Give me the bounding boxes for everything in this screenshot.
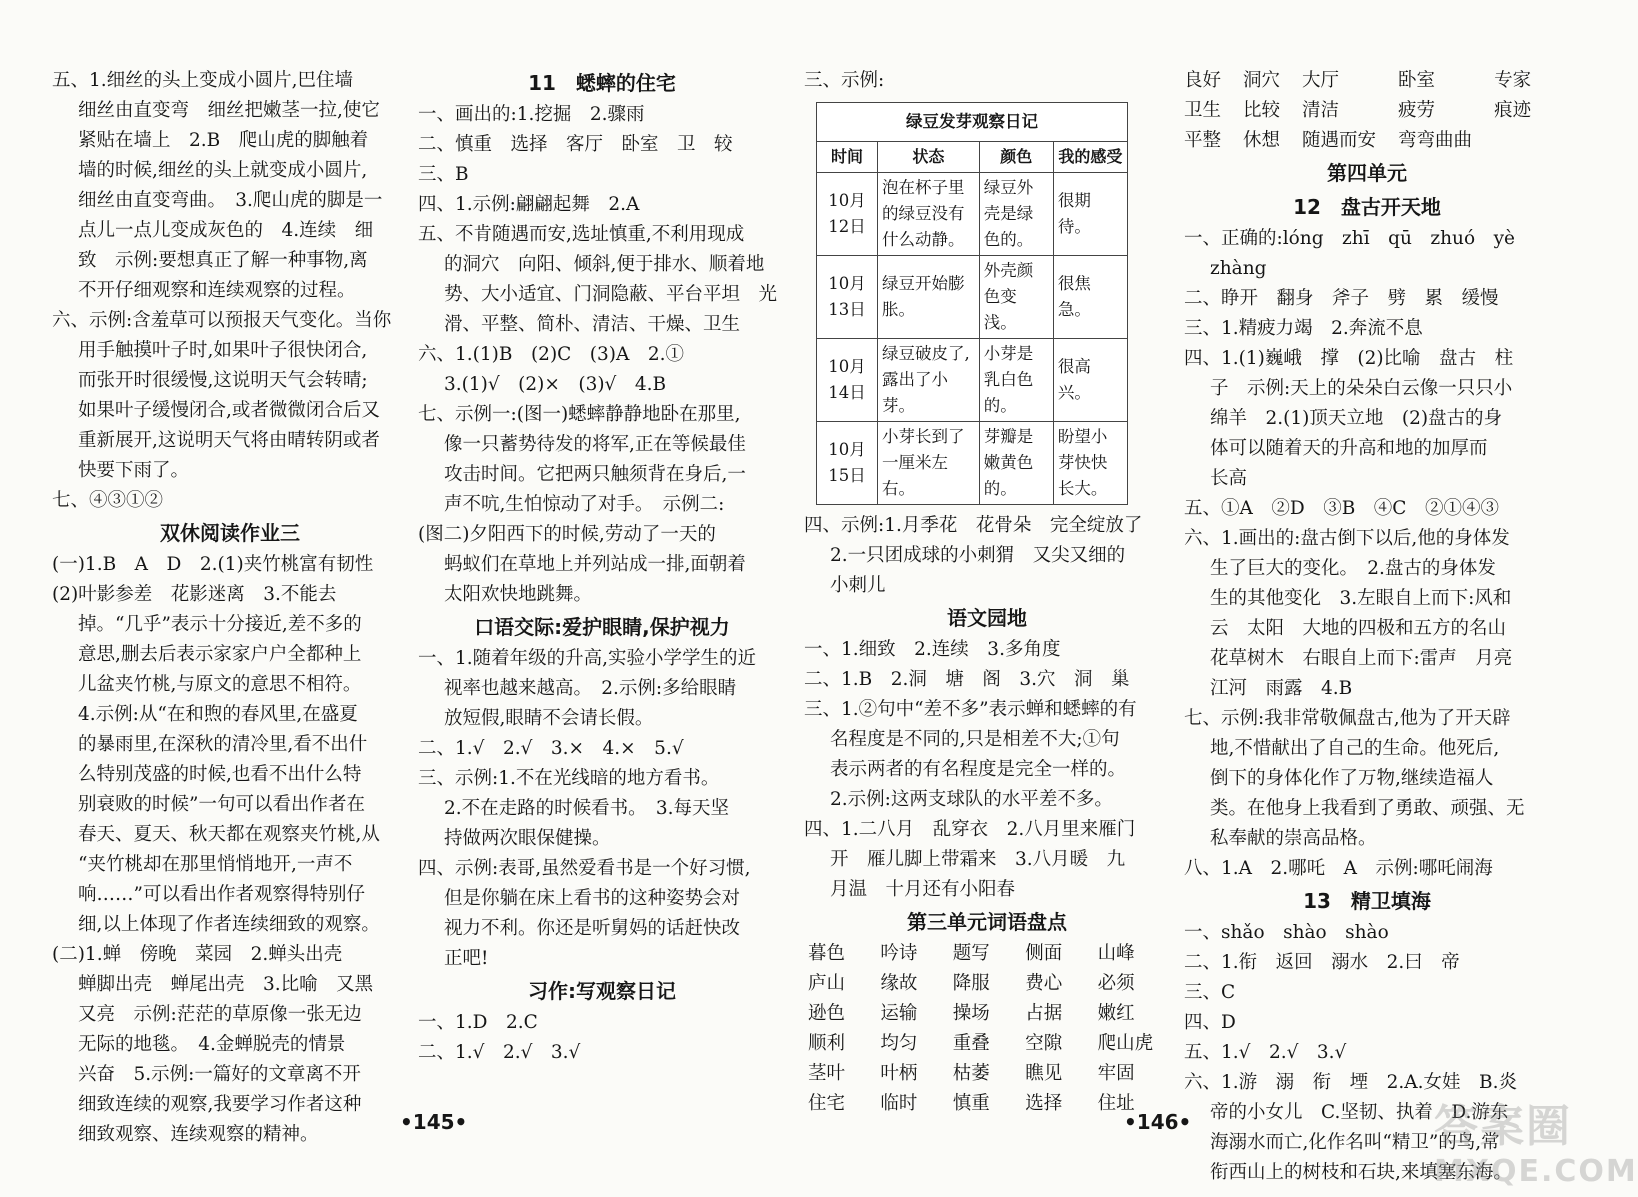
answer-line: 细,以上体现了作者连续细致的观察。 bbox=[78, 914, 380, 935]
answer-line: 一、1.细致 2.连续 3.多角度 bbox=[804, 639, 1061, 660]
answer-line: 四、示例:表哥,虽然爱看书是一个好习惯, bbox=[418, 858, 751, 879]
vocab-word: 专家 bbox=[1494, 70, 1532, 91]
vocab-word: 均匀 bbox=[880, 1033, 918, 1054]
vocab-word: 逊色 bbox=[808, 1003, 846, 1024]
section-heading: 双休阅读作业三 bbox=[160, 521, 300, 545]
watermark-line2: MXQE.COM bbox=[1434, 1154, 1638, 1189]
vocab-word: 选择 bbox=[1025, 1093, 1063, 1114]
answer-line: 4.示例:从“在和煦的春风里,在盛夏 bbox=[78, 704, 358, 725]
vocab-word: 侧面 bbox=[1025, 943, 1063, 964]
vocab-word: 顺利 bbox=[808, 1033, 846, 1054]
answer-line: 细丝由直变弯 细丝把嫩茎一拉,使它 bbox=[78, 100, 380, 121]
answer-line: 绵羊 2.(1)顶天立地 (2)盘古的身 bbox=[1210, 408, 1503, 429]
vocab-grid-unit3 bbox=[804, 939, 1170, 1119]
vocab-word: 缘故 bbox=[880, 973, 918, 994]
vocab-word: 山峰 bbox=[1097, 943, 1135, 964]
answer-line: 二、睁开 翻身 斧子 劈 累 缓慢 bbox=[1184, 288, 1499, 309]
answer-line: 二、慎重 选择 客厅 卧室 卫 较 bbox=[418, 134, 733, 155]
answer-line: 五、①A ②D ③B ④C ②①④③ bbox=[1184, 498, 1499, 519]
answer-line: 点儿一点儿变成灰色的 4.连续 细 bbox=[78, 220, 374, 241]
answer-line: 重新展开,这说明天气将由晴转阴或者 bbox=[78, 430, 380, 451]
answer-line: 名程度是不同的,只是相差不大;①句 bbox=[830, 729, 1120, 750]
answer-line: 一、1.D 2.C bbox=[418, 1012, 538, 1033]
answer-line: 五、1.√ 2.√ 3.√ bbox=[1184, 1042, 1347, 1063]
table-cell: 很高兴。 bbox=[1053, 339, 1127, 422]
answer-line: 三、1.精疲力竭 2.奔流不息 bbox=[1184, 318, 1423, 339]
observation-diary-table bbox=[816, 102, 1128, 505]
answer-line: 六、1.画出的:盘古倒下以后,他的身体发 bbox=[1184, 528, 1510, 549]
vocab-word: 茎叶 bbox=[808, 1063, 846, 1084]
answer-line: 私奉献的崇高品格。 bbox=[1210, 828, 1377, 849]
vocab-word: 慎重 bbox=[952, 1093, 990, 1114]
answer-line: 视率也越来越高。 2.示例:多给眼睛 bbox=[444, 678, 737, 699]
vocab-word: 吟诗 bbox=[880, 943, 918, 964]
answer-line: 持做两次眼保健操。 bbox=[444, 828, 611, 849]
answer-line: 2.不在走路的时候看书。 3.每天坚 bbox=[444, 798, 730, 819]
answer-line: “夹竹桃却在那里悄悄地开,一声不 bbox=[78, 854, 353, 875]
section-heading: 口语交际:爱护眼睛,保护视力 bbox=[474, 615, 730, 639]
vocab-word: 操场 bbox=[952, 1003, 990, 1024]
answer-line: 云 太阳 大地的四极和五方的名山 bbox=[1210, 618, 1507, 639]
answer-line: 五、1.细丝的头上变成小圆片,巴住墙 bbox=[52, 70, 354, 91]
answer-line: 三、C bbox=[1184, 982, 1236, 1003]
answer-line: 2.一只团成球的小刺猬 又尖又细的 bbox=[830, 545, 1126, 566]
answer-line: 四、1.示例:翩翩起舞 2.A bbox=[418, 194, 640, 215]
answer-line: zhàng bbox=[1210, 258, 1267, 279]
vocab-word: 运输 bbox=[880, 1003, 918, 1024]
vocab-word: 随遇而安 bbox=[1302, 130, 1377, 151]
answer-line: 二、1.B 2.洞 塘 阁 3.穴 洞 巢 bbox=[804, 669, 1130, 690]
answer-line: 2.示例:这两支球队的水平差不多。 bbox=[830, 789, 1113, 810]
answer-line: 意思,删去后表示家家户户全都种上 bbox=[78, 644, 362, 665]
vocab-word: 牢固 bbox=[1097, 1063, 1135, 1084]
answer-column-1 bbox=[52, 66, 408, 1150]
table-caption: 绿豆发芽观察日记 bbox=[817, 103, 1128, 142]
vocab-word: 卧室 bbox=[1398, 70, 1436, 91]
table-cell: 绿豆破皮了,露出了小芽。 bbox=[878, 339, 980, 422]
vocab-word: 休想 bbox=[1243, 130, 1281, 151]
answer-line: 花草树木 右眼自上而下:雷声 月亮 bbox=[1210, 648, 1513, 669]
page-number-right: •146• bbox=[1124, 1110, 1192, 1134]
answer-line: 四、1.(1)巍峨 撑 (2)比喻 盘古 柱 bbox=[1184, 348, 1514, 369]
vocab-word: 庐山 bbox=[808, 973, 846, 994]
answer-line: 五、不肯随遇而安,选址慎重,不利用现成 bbox=[418, 224, 745, 245]
table-header-cell: 颜色 bbox=[979, 142, 1053, 173]
answer-line: 七、示例:我非常敬佩盘古,他为了开天辟 bbox=[1184, 708, 1511, 729]
vocab-word: 临时 bbox=[880, 1093, 918, 1114]
answer-line: 类。在他身上我看到了勇敢、顽强、无 bbox=[1210, 798, 1525, 819]
section-heading: 11 蟋蟀的住宅 bbox=[528, 71, 676, 95]
answer-column-4 bbox=[1184, 66, 1550, 1188]
answer-line: 势、大小适宜、门洞隐蔽、平台平坦 光 bbox=[444, 284, 778, 305]
answer-line: (2)叶影参差 花影迷离 3.不能去 bbox=[52, 584, 337, 605]
answer-line: 四、D bbox=[1184, 1012, 1236, 1033]
table-cell: 小芽长到了一厘米左右。 bbox=[878, 422, 980, 505]
answer-line: 太阳欢快地跳舞。 bbox=[444, 584, 593, 605]
answer-line: 倒下的身体化作了万物,继续造福人 bbox=[1210, 768, 1494, 789]
answer-line: 长高 bbox=[1210, 468, 1248, 489]
answer-line: 的暴雨里,在深秋的清冷里,看不出什 bbox=[78, 734, 368, 755]
table-cell: 10月14日 bbox=[817, 339, 878, 422]
answer-line: 六、示例:含羞草可以预报天气变化。当你 bbox=[52, 310, 392, 331]
answer-line: 春天、夏天、秋天都在观察夹竹桃,从 bbox=[78, 824, 380, 845]
answer-line: (二)1.蝉 傍晚 菜园 2.蝉头出壳 bbox=[52, 944, 343, 965]
answer-line: 八、1.A 2.哪吒 A 示例:哪吒闹海 bbox=[1184, 858, 1493, 879]
vocab-word: 弯弯曲曲 bbox=[1398, 130, 1473, 151]
answer-line: 帝的小女儿 C.坚韧、执着 D.游东 bbox=[1210, 1102, 1509, 1123]
answer-line: 滑、平整、简朴、清洁、干燥、卫生 bbox=[444, 314, 741, 335]
answer-line: 生了巨大的变化。 2.盘古的身体发 bbox=[1210, 558, 1496, 579]
vocab-word: 良好 bbox=[1184, 70, 1222, 91]
answer-line: 细丝由直变弯曲。 3.爬山虎的脚是一 bbox=[78, 190, 383, 211]
table-cell: 绿豆外壳是绿色的。 bbox=[979, 173, 1053, 256]
table-row bbox=[817, 256, 1128, 339]
table-header-cell: 我的感受 bbox=[1053, 142, 1127, 173]
answer-line: 一、shǎo shào shào bbox=[1184, 922, 1389, 943]
answer-line: 蝉脚出壳 蝉尾出壳 3.比喻 又黑 bbox=[78, 974, 374, 995]
answer-line: 二、1.√ 2.√ 3.√ bbox=[418, 1042, 581, 1063]
vocab-word: 必须 bbox=[1097, 973, 1135, 994]
answer-line: 衔西山上的树枝和石块,来填塞东海。 bbox=[1210, 1162, 1512, 1183]
vocab-word: 卫生 bbox=[1184, 100, 1222, 121]
table-cell: 很焦急。 bbox=[1053, 256, 1127, 339]
answer-line: 地,不惜献出了自己的生命。他死后, bbox=[1210, 738, 1500, 759]
table-header-cell: 状态 bbox=[878, 142, 980, 173]
answer-line: 一、画出的:1.挖掘 2.骤雨 bbox=[418, 104, 645, 125]
answer-line: 三、1.②句中“差不多”表示蝉和蟋蟀的有 bbox=[804, 699, 1137, 720]
vocab-word: 枯萎 bbox=[952, 1063, 990, 1084]
table-cell: 芽瓣是嫩黄色的。 bbox=[979, 422, 1053, 505]
answer-line: 儿盆夹竹桃,与原文的意思不相符。 bbox=[78, 674, 362, 695]
answer-line: 兴奋 5.示例:一篇好的文章离不开 bbox=[78, 1064, 361, 1085]
table-row bbox=[817, 173, 1128, 256]
answer-line: 攻击时间。它把两只触须背在身后,一 bbox=[444, 464, 746, 485]
answer-line: 用手触摸叶子时,如果叶子很快闭合, bbox=[78, 340, 368, 361]
vocab-word: 疲劳 bbox=[1398, 100, 1436, 121]
answer-line: 二、1.√ 2.√ 3.× 4.× 5.√ bbox=[418, 738, 684, 759]
vocab-word: 住宅 bbox=[808, 1093, 846, 1114]
answer-line: 的洞穴 向阳、倾斜,便于排水、顺着地 bbox=[444, 254, 765, 275]
answer-line: 别衰败的时候”一句可以看出作者在 bbox=[78, 794, 365, 815]
answer-line: 开 雁儿脚上带霜来 3.八月暖 九 bbox=[830, 849, 1126, 870]
table-cell: 10月12日 bbox=[817, 173, 878, 256]
vocab-word: 清洁 bbox=[1302, 100, 1340, 121]
vocab-word: 空隙 bbox=[1025, 1033, 1063, 1054]
vocab-word: 住址 bbox=[1097, 1093, 1135, 1114]
vocab-word: 占据 bbox=[1025, 1003, 1063, 1024]
answer-line: 二、1.衔 返回 溺水 2.曰 帝 bbox=[1184, 952, 1460, 973]
table-header-cell: 时间 bbox=[817, 142, 878, 173]
table-cell: 绿豆开始膨胀。 bbox=[878, 256, 980, 339]
vocab-word: 瞧见 bbox=[1025, 1063, 1063, 1084]
answer-line: 正吧! bbox=[444, 948, 489, 969]
answer-line: 月温 十月还有小阳春 bbox=[830, 879, 1016, 900]
answer-line: (图二)夕阳西下的时候,劳动了一天的 bbox=[418, 524, 716, 545]
answer-line: 3.(1)√ (2)× (3)√ 4.B bbox=[444, 374, 667, 395]
vocab-word: 叶柄 bbox=[880, 1063, 918, 1084]
vocab-word: 爬山虎 bbox=[1097, 1033, 1154, 1054]
vocab-word: 平整 bbox=[1184, 130, 1222, 151]
vocab-word: 费心 bbox=[1025, 973, 1063, 994]
watermark-line1: 答案圈 bbox=[1434, 1101, 1572, 1152]
answer-line: 么特别茂盛的时候,也看不出什么特 bbox=[78, 764, 362, 785]
answer-line: 快要下雨了。 bbox=[78, 460, 190, 481]
vocab-word: 痕迹 bbox=[1494, 100, 1532, 121]
answer-line: 生的其他变化 3.左眼自上而下:风和 bbox=[1210, 588, 1512, 609]
answer-line: 细致连续的观察,我要学习作者这种 bbox=[78, 1094, 362, 1115]
section-heading: 第四单元 bbox=[1327, 161, 1407, 185]
answer-line: 七、示例一:(图一)蟋蟀静静地卧在那里, bbox=[418, 404, 741, 425]
table-cell: 很期待。 bbox=[1053, 173, 1127, 256]
answer-line: 小刺儿 bbox=[830, 575, 886, 596]
watermark-logo bbox=[1434, 1090, 1638, 1189]
answer-column-3 bbox=[804, 66, 1170, 1119]
answer-line: 掉。“几乎”表示十分接近,差不多的 bbox=[78, 614, 362, 635]
table-row bbox=[817, 339, 1128, 422]
answer-line: 四、1.二八月 乱穿衣 2.八月里来雁门 bbox=[804, 819, 1136, 840]
vocab-word: 嫩红 bbox=[1097, 1003, 1135, 1024]
answer-column-2 bbox=[418, 66, 786, 1068]
table-cell: 盼望小芽快快长大。 bbox=[1053, 422, 1127, 505]
answer-line: 三、示例:1.不在光线暗的地方看书。 bbox=[418, 768, 720, 789]
answer-line: 三、B bbox=[418, 164, 469, 185]
section-heading: 第三单元词语盘点 bbox=[907, 910, 1067, 934]
vocab-word: 降服 bbox=[952, 973, 990, 994]
table-cell: 泡在杯子里的绿豆没有什么动静。 bbox=[878, 173, 980, 256]
vocab-word: 大厅 bbox=[1302, 70, 1340, 91]
answer-line: 子 示例:天上的朵朵白云像一只只小 bbox=[1210, 378, 1513, 399]
section-heading: 习作:写观察日记 bbox=[528, 979, 676, 1003]
answer-line: 表示两者的有名程度是完全一样的。 bbox=[830, 759, 1127, 780]
answer-line: 不开仔细观察和连续观察的过程。 bbox=[78, 280, 356, 301]
answer-line: 一、1.随着年级的升高,实验小学学生的近 bbox=[418, 648, 757, 669]
section-heading: 13 精卫填海 bbox=[1303, 889, 1431, 913]
answer-line: 江河 雨露 4.B bbox=[1210, 678, 1353, 699]
answer-line: 细致观察、连续观察的精神。 bbox=[78, 1124, 319, 1145]
answer-line: 又亮 示例:茫茫的草原像一张无边 bbox=[78, 1004, 362, 1025]
answer-line: 放短假,眼睛不会请长假。 bbox=[444, 708, 654, 729]
answer-line: (一)1.B A D 2.(1)夹竹桃富有韧性 bbox=[52, 554, 374, 575]
table-cell: 外壳颜色变浅。 bbox=[979, 256, 1053, 339]
answer-line: 四、示例:1.月季花 花骨朵 完全绽放了 bbox=[804, 515, 1143, 536]
answer-line: 蚂蚁们在草地上并列站成一排,面朝着 bbox=[444, 554, 746, 575]
page-number-left: •145• bbox=[400, 1110, 468, 1134]
answer-line: 紧贴在墙上 2.B 爬山虎的脚触着 bbox=[78, 130, 369, 151]
vocab-word: 暮色 bbox=[808, 943, 846, 964]
table-row bbox=[817, 422, 1128, 505]
answer-line: 声不吭,生怕惊动了对手。 示例二: bbox=[444, 494, 725, 515]
answer-line: 一、正确的:lóng zhī qū zhuó yè bbox=[1184, 228, 1515, 249]
answer-line: 墙的时候,细丝的头上就变成小圆片, bbox=[78, 160, 368, 181]
answer-line: 视力不利。你还是听舅妈的话赶快改 bbox=[444, 918, 741, 939]
answer-line: 海溺水而亡,化作名叫“精卫”的鸟,常 bbox=[1210, 1132, 1500, 1153]
answer-line: 六、1.(1)B (2)C (3)A 2.① bbox=[418, 344, 685, 365]
section-heading: 12 盘古开天地 bbox=[1293, 195, 1441, 219]
answer-line: 致 示例:要想真正了解一种事物,离 bbox=[78, 250, 368, 271]
vocab-word: 洞穴 bbox=[1243, 70, 1281, 91]
answer-line: 但是你躺在床上看书的这种姿势会对 bbox=[444, 888, 741, 909]
vocab-word: 重叠 bbox=[952, 1033, 990, 1054]
answer-line: 而张开时很缓慢,这说明天气会转晴; bbox=[78, 370, 368, 391]
answer-line: 响……”可以看出作者观察得特别仔 bbox=[78, 884, 365, 905]
vocab-grid-unit3-cont bbox=[1184, 66, 1550, 156]
answer-line: 三、示例: bbox=[804, 70, 885, 91]
section-heading: 语文园地 bbox=[947, 606, 1027, 630]
answer-line: 七、④③①② bbox=[52, 490, 164, 511]
table-cell: 10月15日 bbox=[817, 422, 878, 505]
table-cell: 10月13日 bbox=[817, 256, 878, 339]
vocab-word: 题写 bbox=[952, 943, 990, 964]
answer-line: 无际的地毯。 4.金蝉脱壳的情景 bbox=[78, 1034, 346, 1055]
answer-line: 六、1.游 溺 衔 堙 2.A.女娃 B.炎 bbox=[1184, 1072, 1518, 1093]
vocab-word: 比较 bbox=[1243, 100, 1281, 121]
answer-line: 如果叶子缓慢闭合,或者微微闭合后又 bbox=[78, 400, 380, 421]
answer-line: 体可以随着天的升高和地的加厚而 bbox=[1210, 438, 1488, 459]
vocab-word bbox=[1494, 126, 1531, 156]
answer-line: 像一只蓄势待发的将军,正在等候最佳 bbox=[444, 434, 746, 455]
table-cell: 小芽是乳白色的。 bbox=[979, 339, 1053, 422]
